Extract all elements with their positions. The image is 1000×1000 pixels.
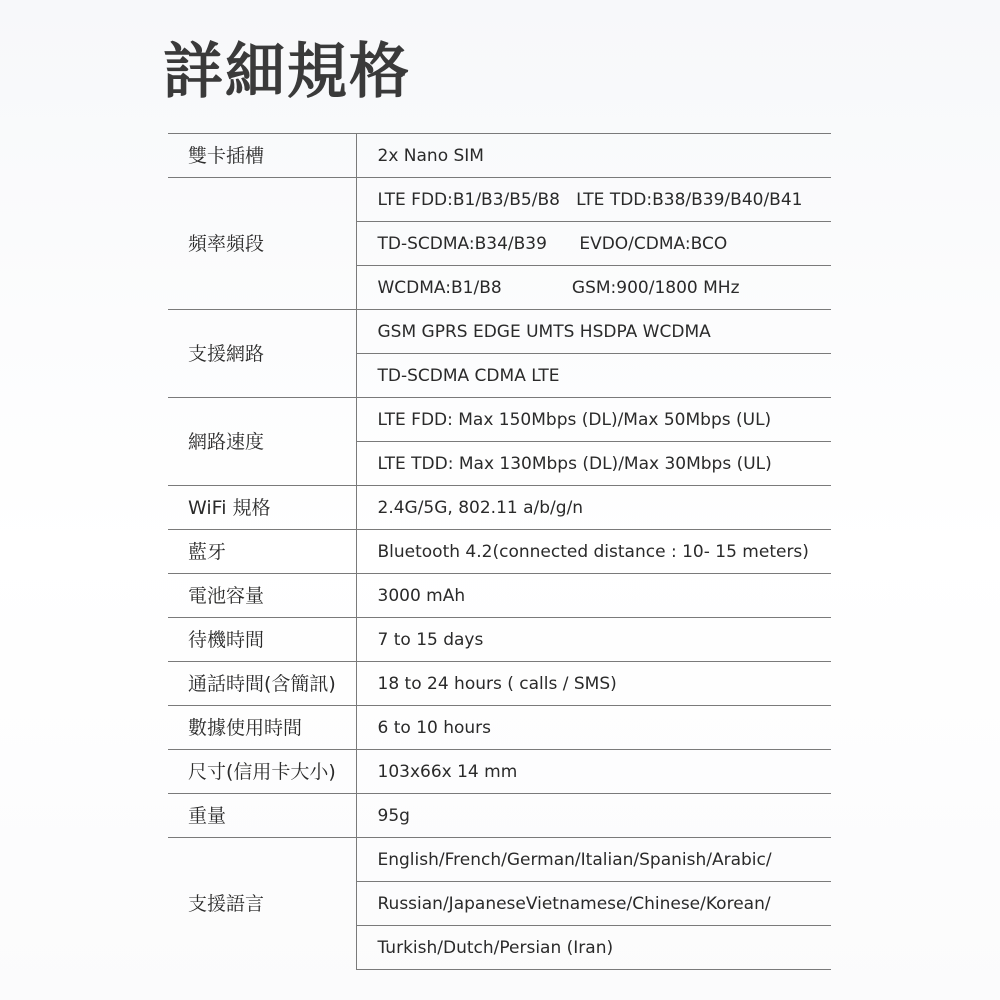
table-row (168, 178, 831, 222)
spec-label-bluetooth: 藍牙 (168, 530, 356, 574)
spec-table (168, 133, 831, 970)
spec-value-frequency-2 (356, 222, 831, 266)
table-row (168, 750, 831, 794)
page-title: 詳細規格 (163, 37, 411, 107)
table-row (168, 574, 831, 618)
spec-value-bluetooth: Bluetooth 4.2(connected distance : 10- 15 meters) (356, 530, 831, 574)
spec-value-languages-2: Russian/JapaneseVietnamese/Chinese/Korean/ (356, 882, 831, 926)
table-row (168, 706, 831, 750)
table-row (168, 530, 831, 574)
table-row (168, 134, 831, 178)
spec-label-standby: 待機時間 (168, 618, 356, 662)
spec-label-network: 支援網路 (168, 310, 356, 398)
spec-value-network-2: TD-SCDMA CDMA LTE (356, 354, 831, 398)
spec-value-battery: 3000 mAh (356, 574, 831, 618)
table-row (168, 310, 831, 354)
spec-value-wifi: 2.4G/5G, 802.11 a/b/g/n (356, 486, 831, 530)
spec-value-frequency-3 (356, 266, 831, 310)
spec-label-languages: 支援語言 (168, 838, 356, 970)
table-row (168, 794, 831, 838)
spec-value-dual-sim: 2x Nano SIM (356, 134, 831, 178)
table-row (168, 618, 831, 662)
spec-value-speed-2: LTE TDD: Max 130Mbps (DL)/Max 30Mbps (UL) (356, 442, 831, 486)
spec-label-frequency: 頻率頻段 (168, 178, 356, 310)
frequency-lte-fdd: LTE FDD:B1/B3/B5/B8 LTE TDD:B38/B39/B40/B41 (377, 189, 803, 210)
spec-label-speed: 網路速度 (168, 398, 356, 486)
spec-value-size: 103x66x 14 mm (356, 750, 831, 794)
spec-value-languages-3: Turkish/Dutch/Persian (Iran) (356, 926, 831, 970)
spec-label-weight: 重量 (168, 794, 356, 838)
spec-label-size: 尺寸(信用卡大小) (168, 750, 356, 794)
spec-label-dual-sim: 雙卡插槽 (168, 134, 356, 178)
table-row (168, 486, 831, 530)
table-row (168, 662, 831, 706)
spec-value-talk: 18 to 24 hours ( calls / SMS) (356, 662, 831, 706)
frequency-td-scdma: TD-SCDMA:B34/B39 EVDO/CDMA:BCO (377, 233, 728, 254)
spec-label-wifi: WiFi 規格 (168, 486, 356, 530)
spec-value-languages-1: English/French/German/Italian/Spanish/Arabic/ (356, 838, 831, 882)
spec-label-data-use: 數據使用時間 (168, 706, 356, 750)
spec-label-talk: 通話時間(含簡訊) (168, 662, 356, 706)
spec-value-frequency-1 (356, 178, 831, 222)
spec-label-battery: 電池容量 (168, 574, 356, 618)
frequency-wcdma: WCDMA:B1/B8 GSM:900/1800 MHz (377, 277, 740, 298)
spec-value-weight: 95g (356, 794, 831, 838)
spec-value-data-use: 6 to 10 hours (356, 706, 831, 750)
table-row (168, 398, 831, 442)
spec-value-speed-1: LTE FDD: Max 150Mbps (DL)/Max 50Mbps (UL) (356, 398, 831, 442)
table-row (168, 838, 831, 882)
spec-value-network-1: GSM GPRS EDGE UMTS HSDPA WCDMA (356, 310, 831, 354)
spec-value-standby: 7 to 15 days (356, 618, 831, 662)
